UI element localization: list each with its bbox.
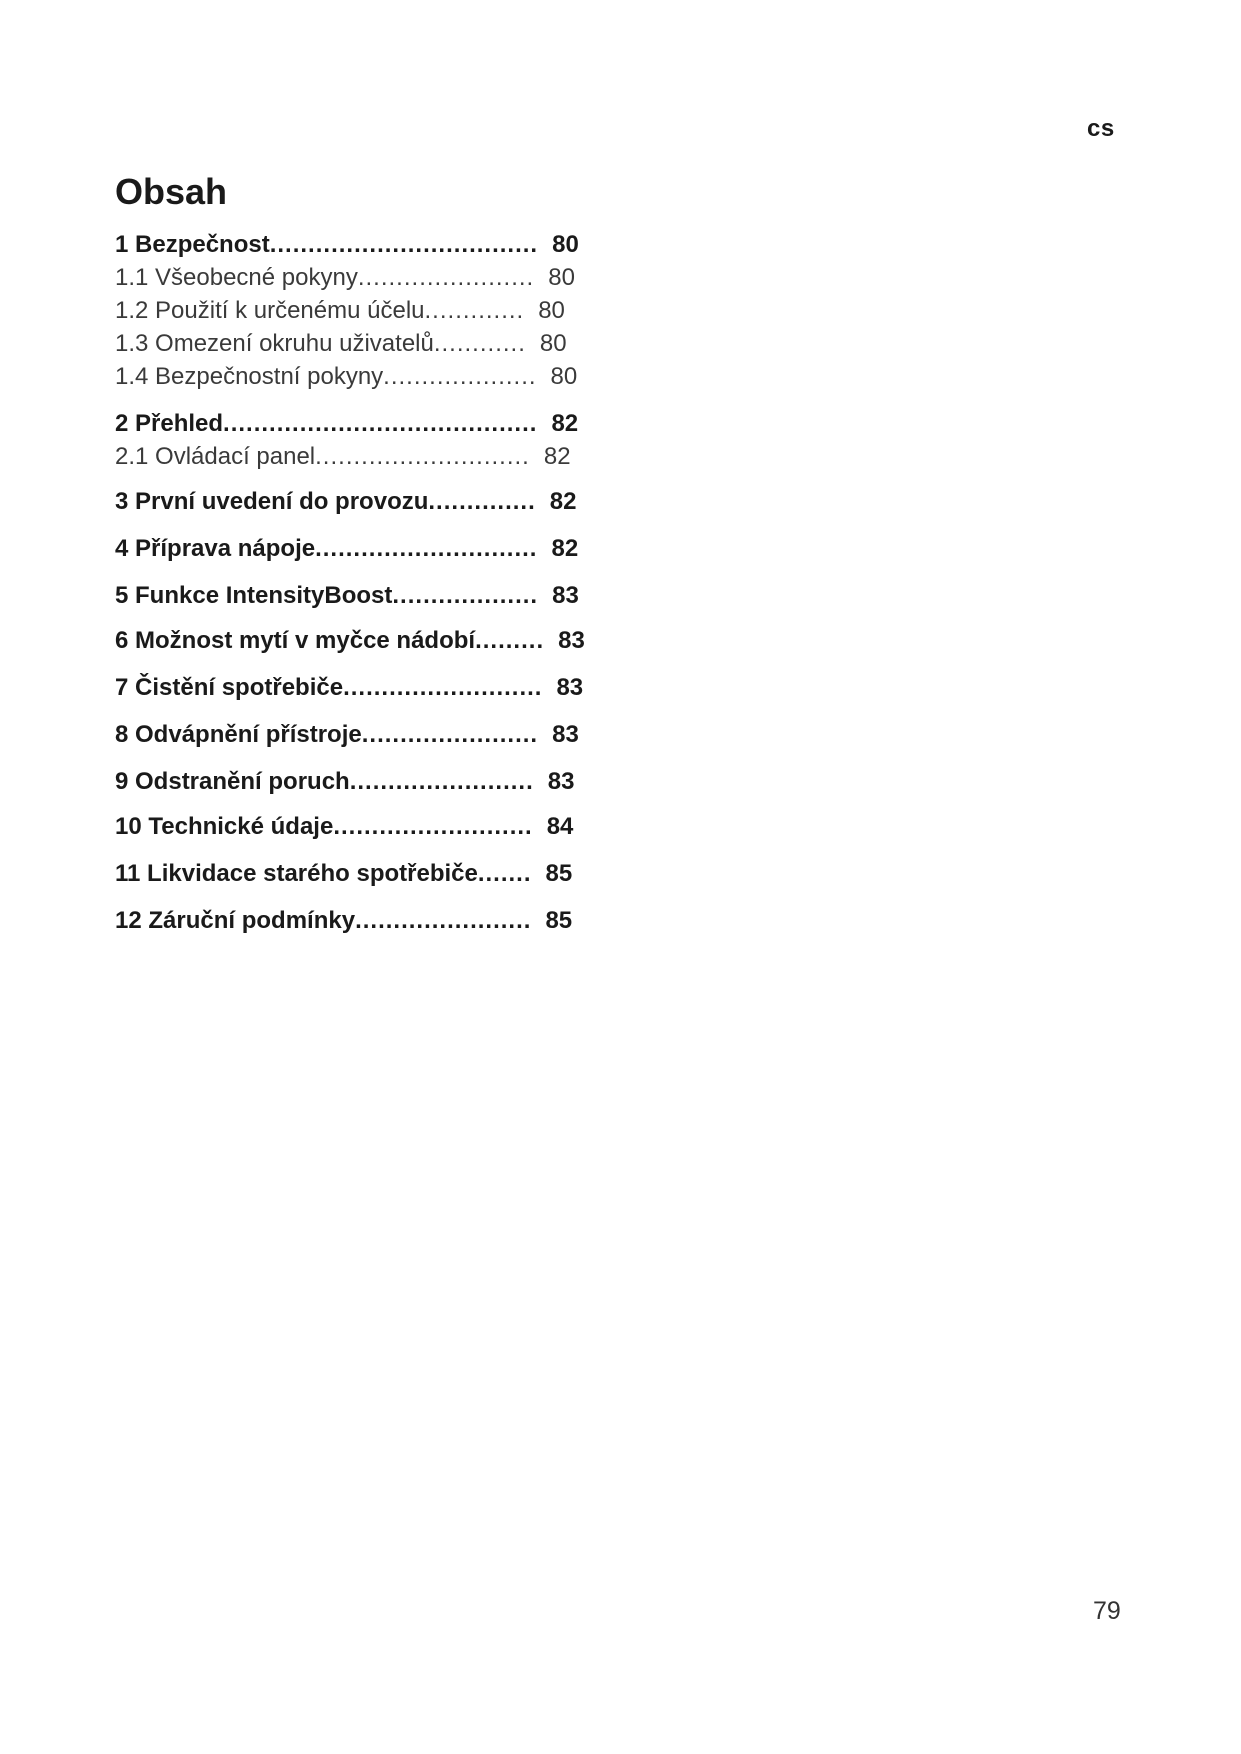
toc-leader-dots: ....................... <box>361 721 539 748</box>
toc-chapter <box>115 765 635 798</box>
toc-entry-page: 80 <box>552 231 579 258</box>
toc-title: Obsah <box>115 171 228 212</box>
toc-entry-chapter[interactable] <box>115 718 635 751</box>
toc-entry-page: 82 <box>549 488 577 515</box>
toc-leader-dots: ........................ <box>349 768 534 795</box>
toc-entry-section[interactable] <box>115 327 635 360</box>
toc-entry-section[interactable] <box>115 360 635 393</box>
toc-chapter <box>115 810 635 843</box>
toc-entry-page: 85 <box>545 860 573 887</box>
table-of-contents <box>115 170 635 937</box>
toc-entry-page: 82 <box>551 410 579 437</box>
toc-chapter <box>115 228 635 393</box>
toc-chapter <box>115 671 635 704</box>
toc-entry-label: 9 Odstranění poruch <box>115 768 350 795</box>
page-number: 79 <box>1093 1597 1121 1625</box>
toc-entry-label: 2.1 Ovládací panel <box>115 443 316 470</box>
toc-entry-page: 85 <box>545 907 573 934</box>
toc-entry-label: 8 Odvápnění přístroje <box>115 721 362 748</box>
toc-entry-chapter[interactable] <box>115 904 635 937</box>
toc-leader-dots: ......... <box>475 627 545 654</box>
toc-entry-page: 80 <box>539 330 567 357</box>
toc-leader-dots: .......................... <box>343 674 543 701</box>
toc-leader-dots: .......................... <box>333 813 533 840</box>
toc-entry-page: 84 <box>546 813 574 840</box>
toc-leader-dots: ....................... <box>357 264 535 291</box>
toc-entry-label: 12 Záruční podmínky <box>115 907 356 934</box>
toc-chapter <box>115 579 635 612</box>
toc-leader-dots: ......................................... <box>223 410 538 437</box>
toc-entry-label: 7 Čistění spotřebiče <box>115 674 344 701</box>
toc-leader-dots: ....... <box>477 860 532 887</box>
toc-leader-dots: ................................... <box>269 231 539 258</box>
toc-chapter <box>115 904 635 937</box>
toc-entry-page: 83 <box>552 721 579 748</box>
toc-entry-label: 3 První uvedení do provozu <box>115 488 429 515</box>
toc-entry-section[interactable] <box>115 440 635 473</box>
toc-entry-label: 1.1 Všeobecné pokyny <box>115 264 358 291</box>
toc-entry-label: 6 Možnost mytí v myčce nádobí <box>115 627 476 654</box>
toc-entry-chapter[interactable] <box>115 671 635 704</box>
toc-entry-label: 1.3 Omezení okruhu uživatelů <box>115 330 434 357</box>
toc-entry-page: 80 <box>538 297 565 324</box>
toc-chapter <box>115 532 635 565</box>
toc-entry-chapter[interactable] <box>115 579 635 612</box>
toc-entry-page: 82 <box>543 443 571 470</box>
toc-entry-page: 80 <box>550 363 578 390</box>
toc-entry-chapter[interactable] <box>115 624 635 657</box>
toc-entry-page: 83 <box>552 582 579 609</box>
toc-leader-dots: ............. <box>424 297 525 324</box>
toc-chapter <box>115 857 635 890</box>
toc-entry-chapter[interactable] <box>115 228 635 261</box>
toc-entry-chapter[interactable] <box>115 532 635 565</box>
toc-entry-label: 1 Bezpečnost <box>115 231 270 258</box>
toc-entry-page: 83 <box>558 627 585 654</box>
toc-chapter <box>115 718 635 751</box>
toc-entry-label: 1.4 Bezpečnostní pokyny <box>115 363 384 390</box>
toc-entry-section[interactable] <box>115 294 635 327</box>
toc-entry-label: 10 Technické údaje <box>115 813 334 840</box>
toc-entry-chapter[interactable] <box>115 485 635 518</box>
toc-entry-page: 83 <box>547 768 575 795</box>
toc-chapter-list <box>115 228 635 937</box>
toc-entry-page: 80 <box>548 264 575 291</box>
toc-entry-label: 11 Likvidace starého spotřebiče <box>115 860 478 887</box>
toc-entry-chapter[interactable] <box>115 407 635 440</box>
toc-leader-dots: ............ <box>433 330 526 357</box>
toc-leader-dots: .............. <box>428 488 536 515</box>
toc-entry-section[interactable] <box>115 261 635 294</box>
toc-leader-dots: ....................... <box>355 907 532 934</box>
toc-leader-dots: ............................ <box>315 443 530 470</box>
toc-leader-dots: ............................. <box>315 535 538 562</box>
toc-entry-chapter[interactable] <box>115 765 635 798</box>
toc-entry-label: 2 Přehled <box>115 410 224 437</box>
toc-entry-label: 4 Příprava nápoje <box>115 535 316 562</box>
toc-entry-page: 82 <box>551 535 579 562</box>
toc-leader-dots: .................... <box>383 363 537 390</box>
toc-chapter <box>115 485 635 518</box>
toc-chapter <box>115 407 635 473</box>
toc-entry-label: 1.2 Použití k určenému účelu <box>115 297 425 324</box>
toc-chapter <box>115 624 635 657</box>
language-code: cs <box>1087 115 1115 142</box>
toc-entry-chapter[interactable] <box>115 810 635 843</box>
toc-entry-page: 83 <box>556 674 584 701</box>
toc-leader-dots: ................... <box>392 582 539 609</box>
toc-entry-chapter[interactable] <box>115 857 635 890</box>
toc-entry-label: 5 Funkce IntensityBoost <box>115 582 393 609</box>
